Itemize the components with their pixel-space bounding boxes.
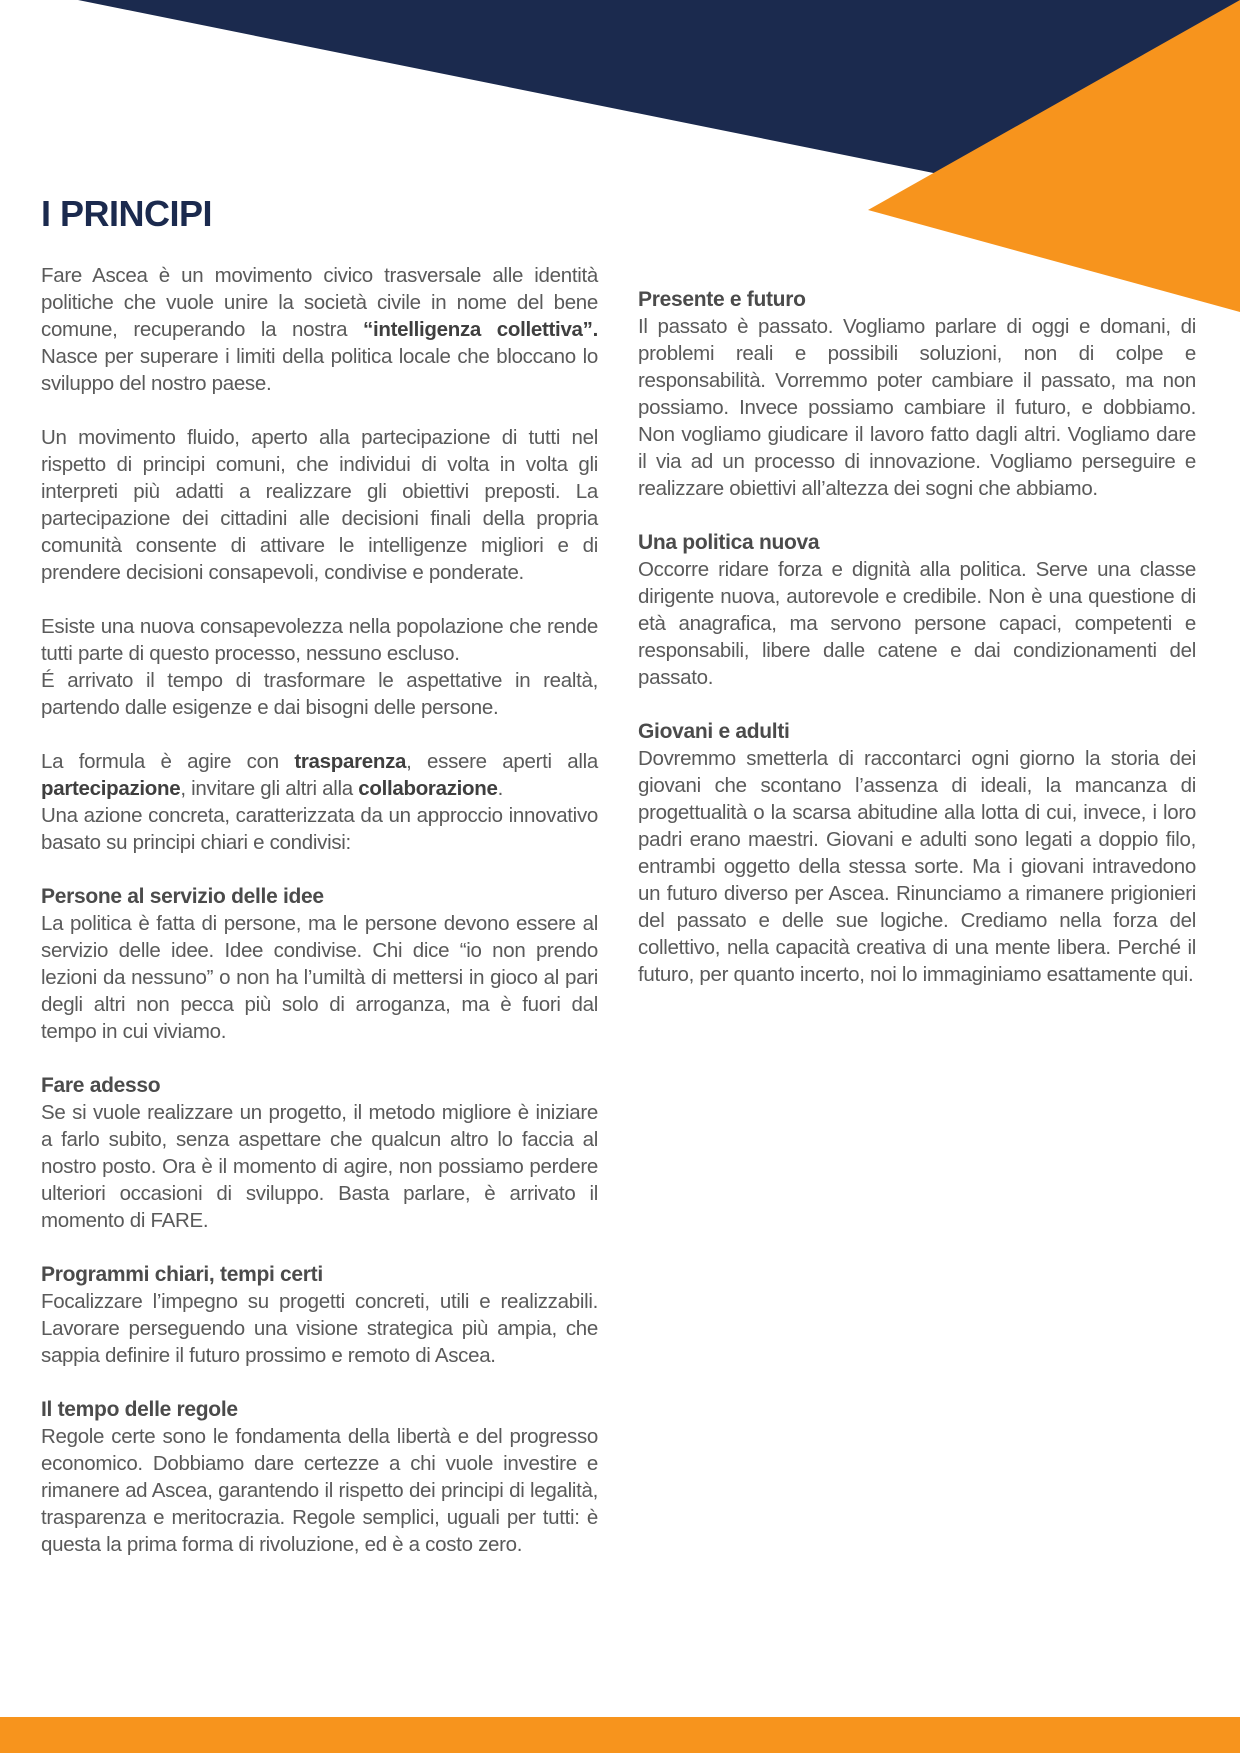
principle-persone bbox=[41, 883, 598, 1045]
text-run: , invitare gli altri alla bbox=[180, 777, 359, 800]
bold-text: “intelligenza collettiva”. bbox=[363, 318, 598, 341]
text-run: Fare Ascea è un movimento civico trasversale alle identità politiche che vuole unire la società civile in nome del bene comune, recuperando la nostra bbox=[41, 264, 598, 341]
footer-bar bbox=[0, 1717, 1240, 1753]
intro-paragraph-2: Un movimento fluido, aperto alla partecipazione di tutti nel rispetto di principi comuni, che individui di volta in volta gli interpreti più adatti a realizzare gli obiettivi preposti. La partecipazione dei cittadini alle decisioni finali della propria comunità consente di attivare le intelligenze migliori e di prendere decisioni consapevoli, condivise e ponderate. bbox=[41, 426, 598, 584]
principle-heading: Presente e futuro bbox=[638, 288, 806, 311]
principle-presente-futuro bbox=[638, 286, 1196, 502]
bold-text: trasparenza bbox=[294, 750, 407, 773]
principle-politica-nuova bbox=[638, 529, 1196, 691]
principle-heading: Il tempo delle regole bbox=[41, 1398, 238, 1421]
bold-text: partecipazione bbox=[41, 777, 181, 800]
principle-text: Il passato è passato. Vogliamo parlare di oggi e domani, di problemi reali e possibili soluzioni, non di colpe e responsabilità. Vorremmo poter cambiare il passato, ma non possiamo. Invece possiamo cambiare il futuro, e dobbiamo. Non vogliamo giudicare il lavoro fatto dagli altri. Vogliamo dare il via ad un processo di innovazione. Vogliamo perseguire e realizzare obiettivi all’altezza dei sogni che abbiamo. bbox=[638, 315, 1196, 500]
intro-paragraph-1 bbox=[41, 262, 598, 397]
bold-text: collaborazione bbox=[358, 777, 498, 800]
principle-fare-adesso bbox=[41, 1072, 598, 1234]
text-run: , essere aperti alla bbox=[406, 750, 598, 773]
page-title: I PRINCIPI bbox=[41, 193, 213, 234]
principle-text: Focalizzare l’impegno su progetti concreti, utili e realizzabili. Lavorare perseguendo una visione strategica più ampia, che sappia definire il futuro prossimo e remoto di Ascea. bbox=[41, 1290, 598, 1367]
principle-heading: Giovani e adulti bbox=[638, 720, 790, 743]
principle-programmi bbox=[41, 1261, 598, 1369]
principle-text: Regole certe sono le fondamenta della libertà e del progresso economico. Dobbiamo dare certezze a chi vuole investire e rimanere ad Ascea, garantendo il rispetto dei principi di legalità, trasparenza e meritocrazia. Regole semplici, uguali per tutti: è questa la prima forma di rivoluzione, ed è a costo zero. bbox=[41, 1425, 598, 1556]
text-run: . bbox=[497, 777, 504, 800]
intro-paragraph-4b: Una azione concreta, caratterizzata da un approccio innovativo basato su principi chiari e condivisi: bbox=[41, 804, 598, 854]
intro-paragraph-3a: Esiste una nuova consapevolezza nella popolazione che rende tutti parte di questo processo, nessuno escluso. bbox=[41, 615, 598, 665]
principle-heading: Fare adesso bbox=[41, 1074, 161, 1097]
principle-heading: Programmi chiari, tempi certi bbox=[41, 1263, 323, 1286]
intro-paragraph-3b: É arrivato il tempo di trasformare le aspettative in realtà, partendo dalle esigenze e dai bisogni delle persone. bbox=[41, 669, 598, 719]
principle-text: Se si vuole realizzare un progetto, il metodo migliore è iniziare a farlo subito, senza aspettare che qualcun altro lo faccia al nostro posto. Ora è il momento di agire, non possiamo perdere ulteriori occasioni di sviluppo. Basta parlare, è arrivato il momento di FARE. bbox=[41, 1101, 598, 1232]
principle-text: La politica è fatta di persone, ma le persone devono essere al servizio delle idee. Idee condivise. Chi dice “io non prendo lezioni da nessuno” o non ha l’umiltà di mettersi in gioco al pari degli altri non pecca più solo di arroganza, ma è fuori dal tempo in cui viviamo. bbox=[41, 912, 598, 1043]
principle-text: Dovremmo smetterla di raccontarci ogni giorno la storia dei giovani che scontano l’assenza di ideali, la mancanza di progettualità o la scarsa abitudine alla lotta di cui, invece, i loro padri erano maestri. Giovani e adulti sono legati a doppio filo, entrambi oggetto della stessa sorte. Ma i giovani intravedono un futuro diverso per Ascea. Rinunciamo a rimanere prigionieri del passato e delle sue logiche. Crediamo nella forza del collettivo, nella capacità creativa di una mente libera. Perché il futuro, per quanto incerto, noi lo immaginiamo esattamente qui. bbox=[638, 747, 1196, 986]
principle-text: Occorre ridare forza e dignità alla politica. Serve una classe dirigente nuova, autorevole e credibile. Non è una questione di età anagrafica, ma servono persone capaci, competenti e responsabili, libere dalle catene e dai condizionamenti del passato. bbox=[638, 558, 1196, 689]
left-column bbox=[41, 262, 598, 1585]
principle-heading: Una politica nuova bbox=[638, 531, 820, 554]
text-run: Nasce per superare i limiti della politica locale che bloccano lo sviluppo del nostro paese. bbox=[41, 345, 598, 395]
intro-paragraph-4a bbox=[41, 748, 598, 802]
principle-giovani-adulti bbox=[638, 718, 1196, 988]
principle-heading: Persone al servizio delle idee bbox=[41, 885, 324, 908]
principle-regole bbox=[41, 1396, 598, 1558]
text-run: La formula è agire con bbox=[41, 750, 295, 773]
right-column bbox=[638, 286, 1196, 1015]
